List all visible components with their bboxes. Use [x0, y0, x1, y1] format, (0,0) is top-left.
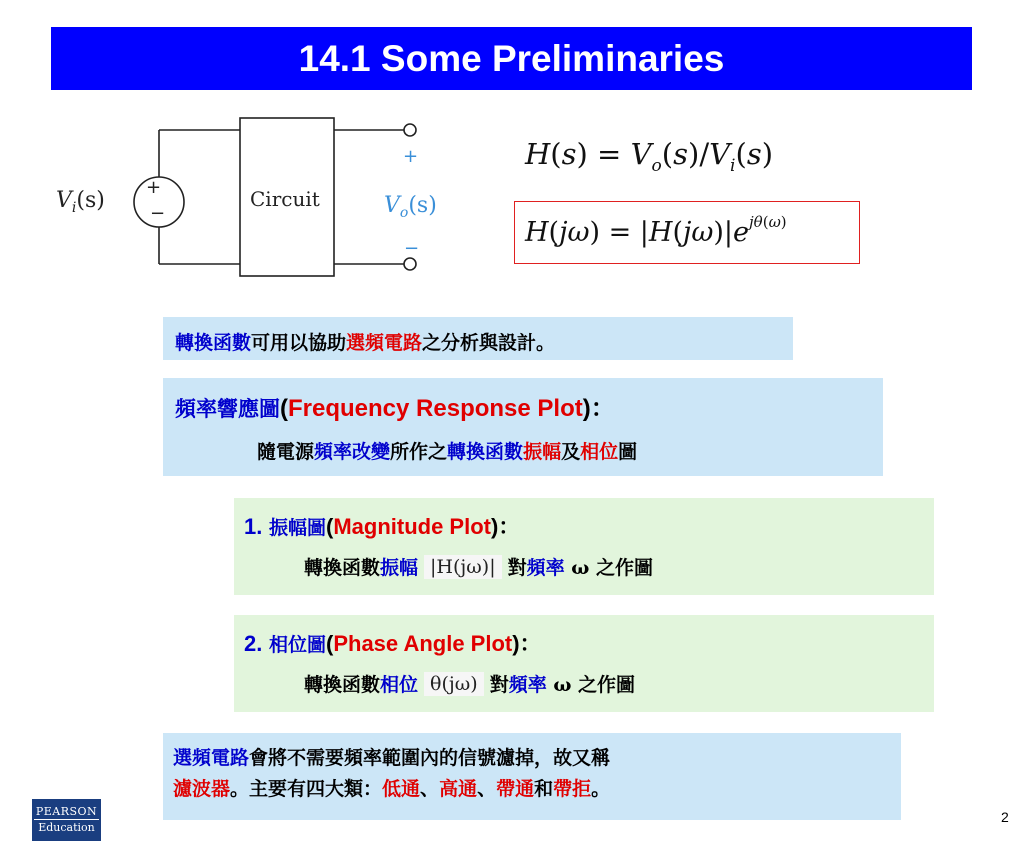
circuit-diagram	[48, 112, 498, 282]
circuit-block-label: Circuit	[250, 187, 320, 211]
title-bar	[51, 27, 972, 90]
source-plus: +	[146, 177, 162, 198]
source-label: $V_i(s)$	[56, 188, 105, 216]
output-terminal-top	[404, 124, 416, 136]
phase-math: θ(jω)	[424, 672, 484, 696]
output-label: $V_o(s)$	[384, 193, 437, 221]
frequency-response-equation: $H(j\omega) = |H(j\omega)|e^{j\theta(\omega)}$	[514, 201, 860, 264]
output-minus: −	[404, 238, 420, 259]
source-minus: −	[150, 203, 166, 224]
magnitude-plot-note: 1. 振幅圖(Magnitude Plot)： 轉換函數振幅 |H(jω)| 對頻率 ω 之作圖	[234, 498, 934, 595]
transfer-function-note: 轉換函數可用以協助選頻電路之分析與設計。	[163, 317, 793, 360]
pearson-logo: PEARSON Education	[32, 799, 101, 841]
transfer-function-equation: $H(s) = V_o(s)/V_i(s)$	[525, 137, 774, 176]
page-number: 2	[1001, 809, 1009, 825]
output-plus: +	[403, 146, 419, 167]
filter-note: 選頻電路會將不需要頻率範圍內的信號濾掉，故又稱 濾波器。主要有四大類：低通、高通、帶通和帶拒。	[163, 733, 901, 820]
frequency-response-note: 頻率響應圖(Frequency Response Plot)： 隨電源頻率改變所作之轉換函數振幅及相位圖	[163, 378, 883, 476]
slide-title: 14.1 Some Preliminaries	[298, 37, 725, 79]
output-terminal-bottom	[404, 258, 416, 270]
phase-plot-note: 2. 相位圖(Phase Angle Plot)： 轉換函數相位 θ(jω) 對頻率 ω 之作圖	[234, 615, 934, 712]
magnitude-math: |H(jω)|	[424, 555, 502, 579]
